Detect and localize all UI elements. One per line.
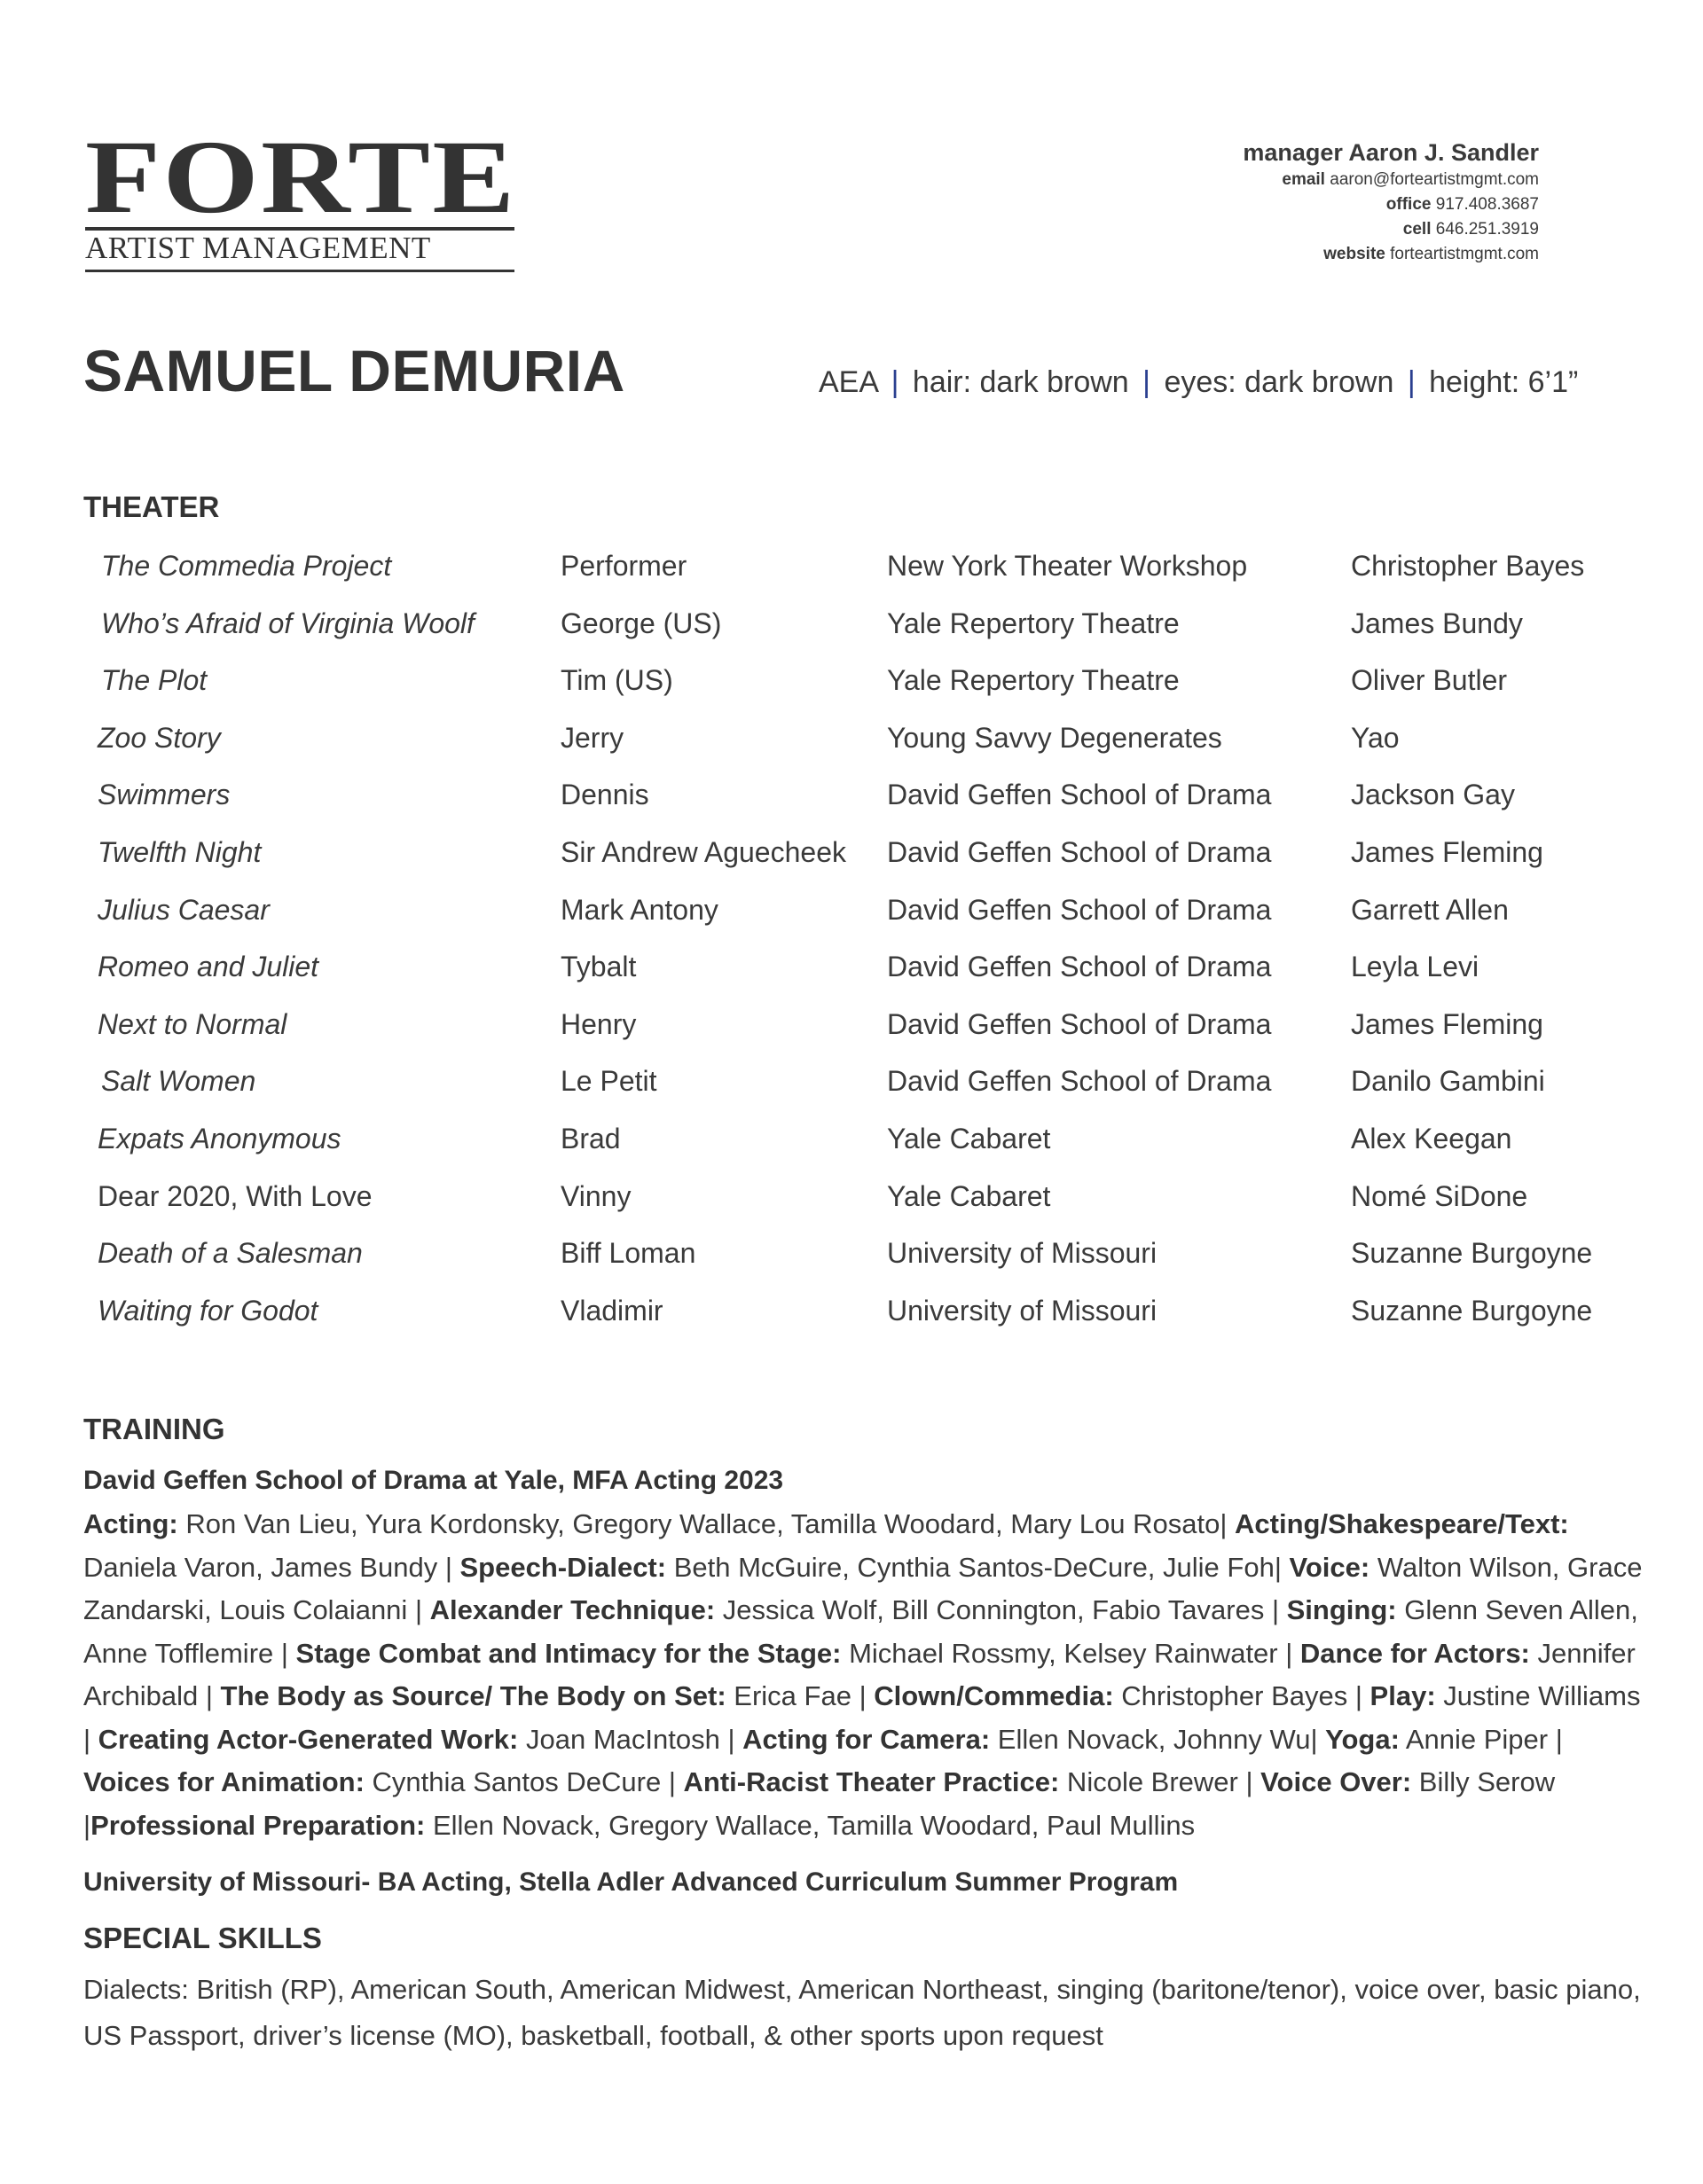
credit-director: James Bundy [1351, 607, 1523, 639]
credit-role: Mark Antony [561, 893, 718, 926]
training-category: Dance for Actors: [1299, 1637, 1530, 1669]
training-instructors: Ron Van Lieu, Yura Kordonsky, Gregory Wallace, Tamilla Woodard, Mary Lou Rosato [177, 1508, 1220, 1539]
credit-director: Christopher Bayes [1351, 550, 1585, 582]
skills-heading: SPECIAL SKILLS [83, 1922, 322, 1954]
actor-name: SAMUEL DEMURIA [83, 338, 625, 403]
credit-title: Who’s Afraid of Virginia Woolf [101, 607, 475, 639]
training-separator: | [1274, 1551, 1290, 1583]
credit-title: Dear 2020, With Love [98, 1179, 373, 1212]
training-instructors: Annie Piper [1399, 1723, 1556, 1755]
training-separator: | [1220, 1508, 1236, 1539]
credit-title: Julius Caesar [98, 893, 270, 926]
training-details [83, 1503, 1644, 1847]
logo-rule-bottom [85, 270, 514, 272]
credit-director: Suzanne Burgoyne [1351, 1294, 1593, 1327]
email-value[interactable]: aaron@forteartistmgmt.com [1330, 170, 1539, 189]
training-separator: | [1285, 1637, 1300, 1669]
credit-venue: Yale Cabaret [887, 1123, 1051, 1155]
training-separator: | [859, 1680, 875, 1711]
credit-role: Brad [561, 1123, 621, 1155]
training-separator: | [1310, 1723, 1326, 1755]
credit-venue: New York Theater Workshop [887, 550, 1248, 582]
training-separator: | [727, 1723, 743, 1755]
credit-venue: University of Missouri [887, 1237, 1158, 1270]
training-instructors: Jessica Wolf, Bill Connington, Fabio Tavares [715, 1594, 1272, 1625]
training-category: Professional Preparation: [90, 1809, 426, 1841]
training-instructors: Michael Rossmy, Kelsey Rainwater [841, 1637, 1286, 1669]
credit-director: Oliver Butler [1351, 664, 1508, 697]
credit-director: Suzanne Burgoyne [1351, 1237, 1593, 1270]
eye-color: eyes: dark brown [1164, 365, 1394, 399]
training-category: The Body as Source/ The Body on Set: [220, 1680, 726, 1711]
credit-role: Vinny [561, 1179, 632, 1212]
manager-contact [1243, 137, 1539, 267]
credit-director: Danilo Gambini [1351, 1065, 1545, 1098]
credit-role: Biff Loman [561, 1237, 696, 1270]
training-instructors: Glenn Seven Allen, Anne Tofflemire [83, 1594, 1638, 1669]
training-separator: | [205, 1680, 221, 1711]
credit-row [0, 662, 1703, 716]
credit-role: Sir Andrew Aguecheek [561, 836, 846, 868]
logo-subtitle: ARTIST MANAGEMENT [85, 231, 431, 265]
credit-title: Death of a Salesman [98, 1237, 363, 1270]
union-status: AEA [819, 365, 878, 399]
credit-row [0, 834, 1703, 888]
credit-title: Expats Anonymous [98, 1123, 341, 1155]
credit-role: Henry [561, 1007, 637, 1040]
website-label: website [1323, 245, 1385, 263]
training-separator: | [83, 1723, 98, 1755]
credit-role: Dennis [561, 779, 649, 811]
height: height: 6’1” [1429, 365, 1579, 399]
credit-row [0, 1235, 1703, 1288]
credit-venue: University of Missouri [887, 1294, 1158, 1327]
credit-director: James Fleming [1351, 836, 1543, 868]
credit-title: The Plot [101, 664, 208, 697]
training-separator: | [280, 1637, 296, 1669]
credit-venue: Yale Cabaret [887, 1179, 1051, 1212]
training-category: Speech-Dialect: [459, 1551, 667, 1583]
theater-heading: THEATER [83, 490, 220, 523]
training-instructors: Walton Wilson, Grace Zandarski, Louis Colaianni [83, 1551, 1643, 1625]
email-line [1243, 168, 1539, 192]
training-instructors: Billy Serow [1411, 1766, 1556, 1797]
training-category: Anti-Racist Theater Practice: [683, 1766, 1060, 1797]
credit-role: Tybalt [561, 951, 637, 983]
training-separator: | [414, 1594, 430, 1625]
training-instructors: Beth McGuire, Cynthia Santos-DeCure, Julie Foh [666, 1551, 1275, 1583]
credit-role: Le Petit [561, 1065, 657, 1098]
credit-title: Twelfth Night [98, 836, 262, 868]
training-category: Play: [1369, 1680, 1436, 1711]
training-instructors: Jennifer Archibald [83, 1637, 1636, 1711]
credit-row [0, 1063, 1703, 1116]
credit-role: George (US) [561, 607, 722, 639]
training-instructors: Justine Williams [1435, 1680, 1641, 1711]
training-heading: TRAINING [83, 1413, 225, 1445]
stats-separator: | [891, 365, 899, 399]
training-category: Yoga: [1325, 1723, 1400, 1755]
credit-row [0, 777, 1703, 830]
forte-logo [85, 119, 517, 272]
credit-row [0, 1293, 1703, 1346]
credit-title: Romeo and Juliet [98, 951, 319, 983]
credit-director: Yao [1351, 721, 1400, 754]
credit-director: Leyla Levi [1351, 951, 1479, 983]
training-category: Acting: [83, 1508, 178, 1539]
credit-row [0, 606, 1703, 659]
training-category: Acting/Shakespeare/Text: [1235, 1508, 1569, 1539]
training-category: Singing: [1286, 1594, 1397, 1625]
training-instructors: Christopher Bayes [1113, 1680, 1355, 1711]
email-label: email [1282, 170, 1325, 189]
training-instructors: Erica Fae [726, 1680, 859, 1711]
training-school-yale: David Geffen School of Drama at Yale, MFA Acting 2023 [83, 1466, 784, 1495]
credit-venue: Yale Repertory Theatre [887, 664, 1180, 697]
credit-title: Waiting for Godot [98, 1294, 318, 1327]
credit-row [0, 720, 1703, 773]
credit-row [0, 1006, 1703, 1060]
credit-title: Swimmers [98, 779, 231, 811]
training-category: Voice Over: [1260, 1766, 1412, 1797]
credit-role: Performer [561, 550, 687, 582]
credit-venue: David Geffen School of Drama [887, 1007, 1272, 1040]
training-category: Voice: [1289, 1551, 1370, 1583]
credit-row [0, 548, 1703, 601]
credit-role: Tim (US) [561, 664, 673, 697]
training-category: Voices for Animation: [83, 1766, 365, 1797]
cell-line [1243, 217, 1539, 242]
training-separator: | [444, 1551, 460, 1583]
manager-line [1243, 137, 1539, 168]
training-separator: | [83, 1809, 91, 1841]
credit-director: Alex Keegan [1351, 1123, 1512, 1155]
hair-color: hair: dark brown [912, 365, 1129, 399]
office-label: office [1385, 195, 1432, 214]
credit-row [0, 1178, 1703, 1232]
credit-director: Jackson Gay [1351, 779, 1515, 811]
credit-venue: David Geffen School of Drama [887, 1065, 1272, 1098]
credit-venue: Young Savvy Degenerates [887, 721, 1222, 754]
credit-director: Nomé SiDone [1351, 1179, 1528, 1212]
credit-row [0, 892, 1703, 945]
credit-title: Salt Women [101, 1065, 256, 1098]
manager-label: manager [1243, 139, 1343, 166]
credit-role: Jerry [561, 721, 624, 754]
actor-stats [819, 365, 1578, 400]
training-instructors: Cynthia Santos DeCure [364, 1766, 669, 1797]
credit-venue: Yale Repertory Theatre [887, 607, 1180, 639]
credit-title: Zoo Story [98, 721, 221, 754]
credit-title: The Commedia Project [101, 550, 392, 582]
training-separator: | [1354, 1680, 1370, 1711]
training-category: Stage Combat and Intimacy for the Stage: [295, 1637, 842, 1669]
training-separator: | [1245, 1766, 1261, 1797]
office-line [1243, 192, 1539, 217]
credit-row [0, 949, 1703, 1002]
website-value[interactable]: forteartistmgmt.com [1390, 245, 1539, 263]
training-category: Creating Actor-Generated Work: [98, 1723, 519, 1755]
training-instructors: Joan MacIntosh [518, 1723, 728, 1755]
office-value: 917.408.3687 [1435, 195, 1539, 214]
manager-name: Aaron J. Sandler [1348, 139, 1539, 166]
training-category: Acting for Camera: [742, 1723, 991, 1755]
logo-wordmark: FORTE [85, 119, 517, 235]
credit-title: Next to Normal [98, 1007, 287, 1040]
training-instructors: Ellen Novack, Gregory Wallace, Tamilla Woodard, Paul Mullins [425, 1809, 1196, 1841]
stats-separator: | [1407, 365, 1416, 399]
credit-venue: David Geffen School of Drama [887, 951, 1272, 983]
credit-venue: David Geffen School of Drama [887, 836, 1272, 868]
training-category: Alexander Technique: [429, 1594, 716, 1625]
training-school-missouri: University of Missouri- BA Acting, Stella Adler Advanced Curriculum Summer Program [83, 1867, 1179, 1897]
training-instructors: Nicole Brewer [1059, 1766, 1246, 1797]
website-line [1243, 242, 1539, 267]
credit-role: Vladimir [561, 1294, 663, 1327]
credit-venue: David Geffen School of Drama [887, 779, 1272, 811]
credit-venue: David Geffen School of Drama [887, 893, 1272, 926]
credit-director: James Fleming [1351, 1007, 1543, 1040]
training-category: Clown/Commedia: [874, 1680, 1114, 1711]
credit-row [0, 1121, 1703, 1174]
credit-director: Garrett Allen [1351, 893, 1509, 926]
training-instructors: Daniela Varon, James Bundy [83, 1551, 445, 1583]
cell-label: cell [1402, 220, 1432, 239]
training-separator: | [1271, 1594, 1287, 1625]
training-instructors: Ellen Novack, Johnny Wu [990, 1723, 1311, 1755]
stats-separator: | [1142, 365, 1150, 399]
skills-text: Dialects: British (RP), American South, American Midwest, American Northeast, singing (baritone/tenor), voice over, basic piano, US Passport, driver’s license (MO), basketball, football, & other sports upon request [83, 1974, 1641, 2051]
training-separator: | [668, 1766, 684, 1797]
training-separator: | [1555, 1723, 1563, 1755]
cell-value: 646.251.3919 [1435, 220, 1539, 239]
